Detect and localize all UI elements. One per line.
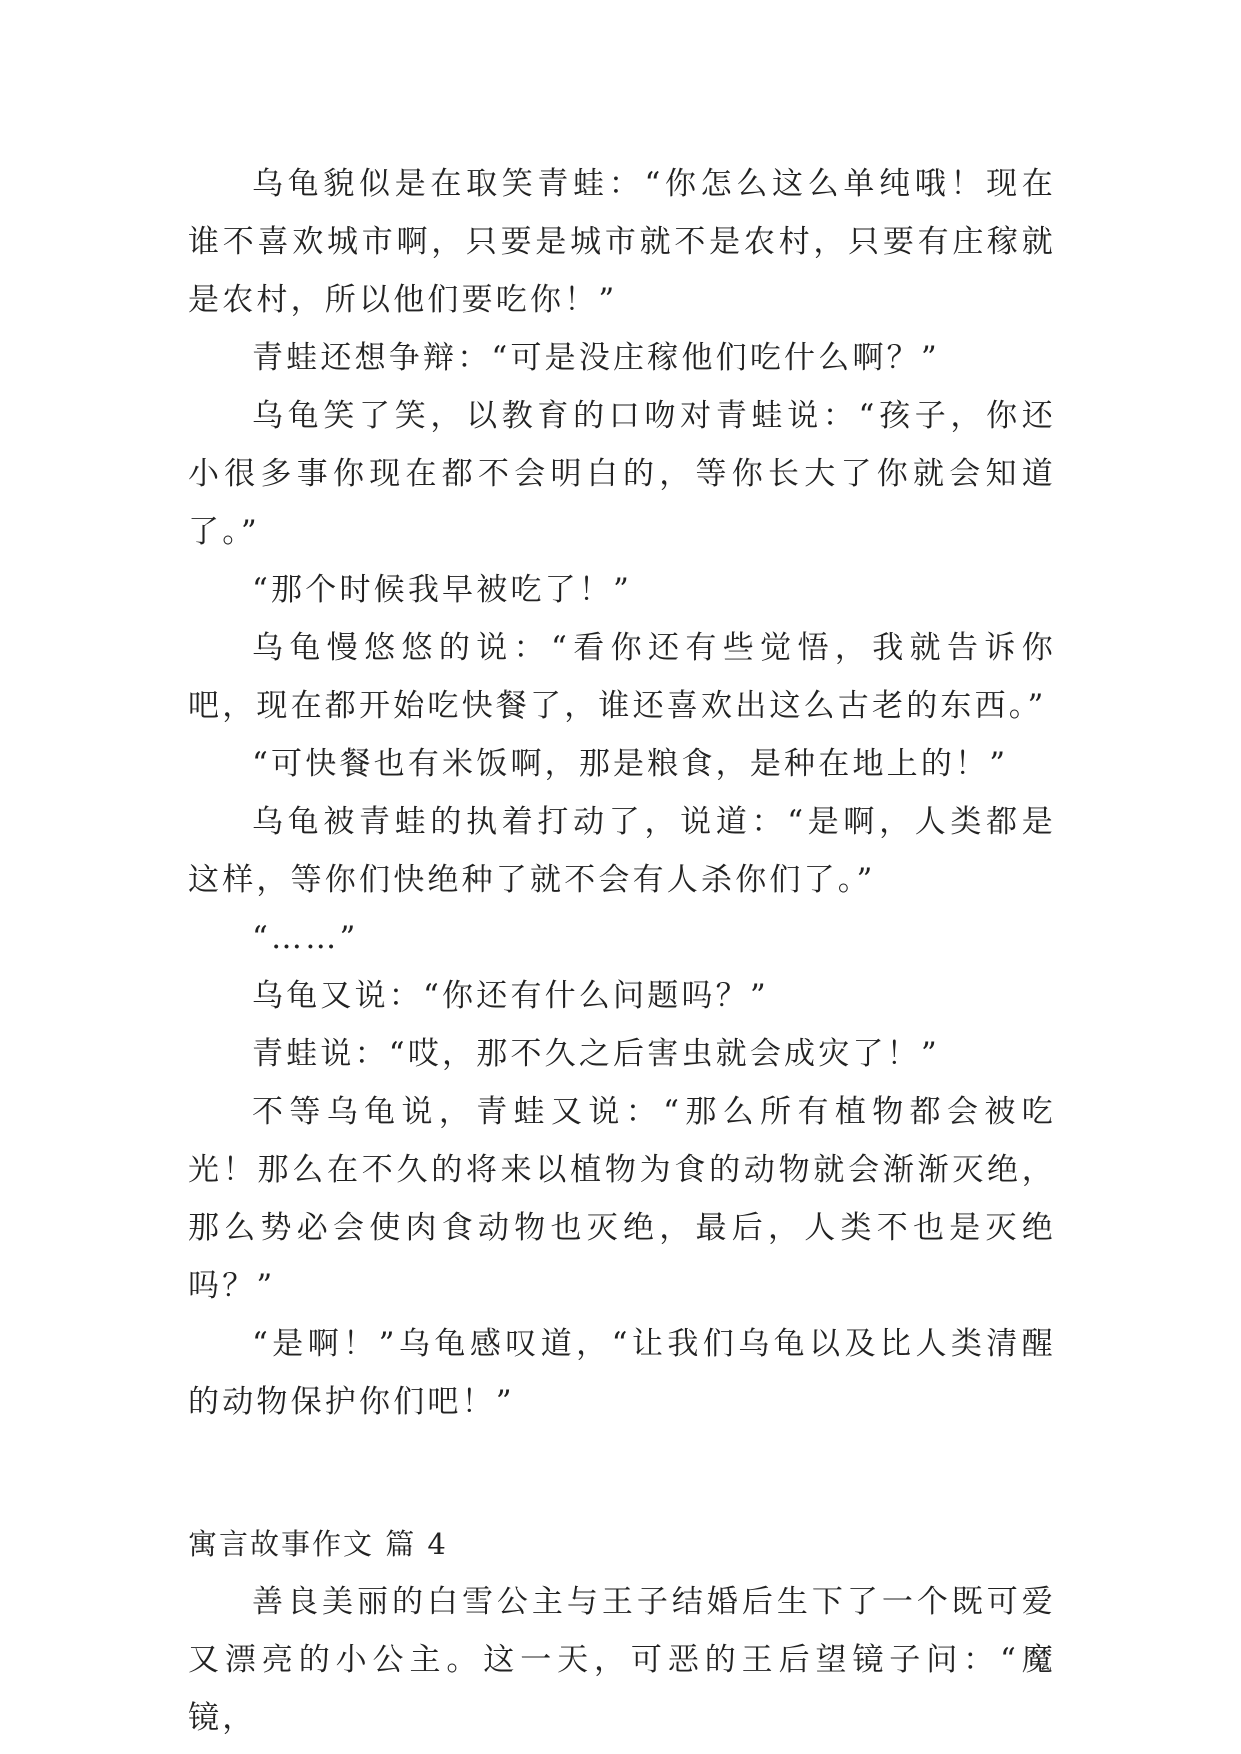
document-page — [188, 155, 1056, 1747]
paragraph: 乌龟又说：“你还有什么问题吗？” — [252, 978, 769, 1014]
paragraph: 乌龟慢悠悠的说：“看你还有些觉悟，我就告诉你吧，现在都开始吃快餐了，谁还喜欢出这么古老的东西。” — [188, 630, 1056, 724]
paragraph: “那个时候我早被吃了！” — [252, 572, 633, 608]
paragraph: “可快餐也有米饭啊，那是粮食，是种在地上的！” — [252, 746, 1009, 782]
paragraph: 乌龟貌似是在取笑青蛙：“你怎么这么单纯哦！现在谁不喜欢城市啊，只要是城市就不是农村，只要有庄稼就是农村，所以他们要吃你！” — [188, 166, 1056, 318]
paragraph: “……” — [252, 920, 359, 956]
paragraph: 乌龟笑了笑，以教育的口吻对青蛙说：“孩子，你还小很多事你现在都不会明白的，等你长大了你就会知道了。” — [188, 398, 1056, 550]
paragraph: 善良美丽的白雪公主与王子结婚后生下了一个既可爱又漂亮的小公主。这一天，可恶的王后望镜子问：“魔镜， — [188, 1584, 1056, 1736]
paragraph: 青蛙说：“哎，那不久之后害虫就会成灾了！” — [252, 1036, 940, 1072]
paragraph: 青蛙还想争辩：“可是没庄稼他们吃什么啊？” — [252, 340, 940, 376]
paragraph: “是啊！”乌龟感叹道，“让我们乌龟以及比人类清醒的动物保护你们吧！” — [188, 1326, 1056, 1420]
paragraph: 不等乌龟说，青蛙又说：“那么所有植物都会被吃光！那么在不久的将来以植物为食的动物就会渐渐灭绝，那么势必会使肉食动物也灭绝，最后，人类不也是灭绝吗？” — [188, 1094, 1056, 1304]
paragraph: 乌龟被青蛙的执着打动了，说道：“是啊，人类都是这样，等你们快绝种了就不会有人杀你们了。” — [188, 804, 1056, 898]
section-heading: 寓言故事作文 篇 4 — [188, 1527, 448, 1561]
